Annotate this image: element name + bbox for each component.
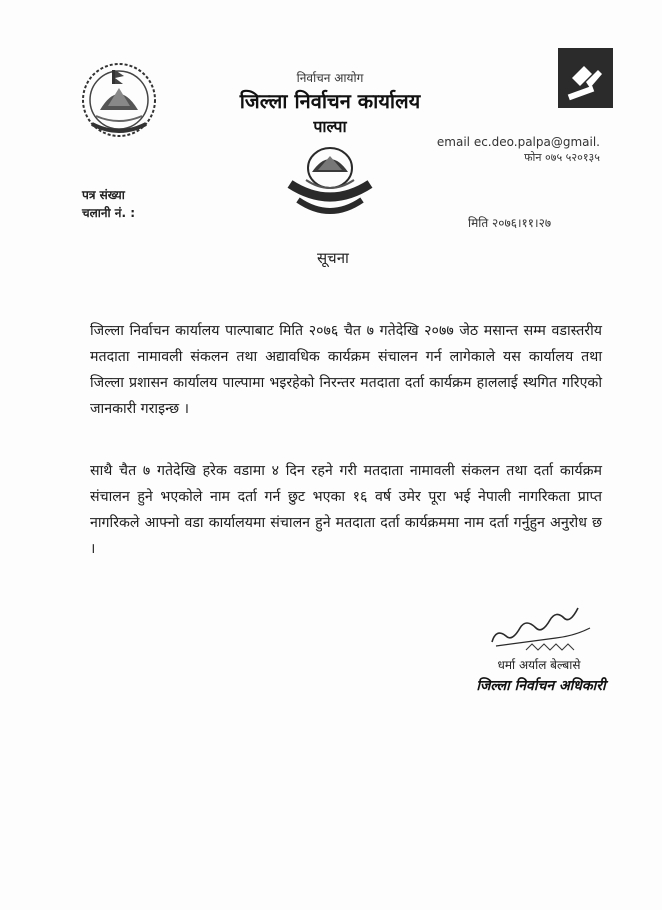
email-address: email ec.deo.palpa@gmail. xyxy=(436,135,600,149)
phone-number: फोन ०७५ ५२०१३५ xyxy=(524,151,600,164)
handwritten-signature-icon xyxy=(486,598,596,658)
commission-name: निर्वाचन आयोग xyxy=(296,71,364,85)
signatory-title: जिल्ला निर्वाचन अधिकारी xyxy=(476,678,606,694)
letterhead xyxy=(200,70,460,138)
body-paragraph-1: जिल्ला निर्वाचन कार्यालय पाल्पाबाट मिति २०७६ चैत ७ गतेदेखि २०७७ जेठ मसान्त सम्म वडास्तरीय मतदाता नामावली संकलन तथा अद्यावधिक कार्यक्रम संचालन गर्न लागेकाले यस कार्यालय तथा जिल्ला प्रशासन कार्यालय पाल्पामा भइरहेको निरन्तर मतदाता दर्ता कार्यक्रम हाललाई स्थगित गरिएको जानकारी गराइन्छ । xyxy=(90,323,602,417)
contact-info xyxy=(420,134,600,166)
body-paragraph-2: साथै चैत ७ गतेदेखि हरेक वडामा ४ दिन रहने गरी मतदाता नामावली संकलन तथा दर्ता कार्यक्रम संचालन हुने भएकोले नाम दर्ता गर्न छुट भएका १६ वर्ष उमेर पूरा भई नेपाली नागरिकता प्राप्त नागरिकले आफ्नो वडा कार्यालयमा संचालन हुने मतदाता दर्ता कार्यक्रममा नाम दर्ता गर्नुहुन अनुरोध छ । xyxy=(90,463,602,557)
election-commission-logo-icon xyxy=(558,48,613,108)
dispatch-number-label: चलानी नं. : xyxy=(82,206,136,220)
nepal-emblem-icon xyxy=(78,58,160,140)
office-seal-icon xyxy=(282,140,378,222)
letter-date: मिति २०७६।११।२७ xyxy=(468,216,552,230)
district-name: पाल्पा xyxy=(313,117,347,136)
office-name: जिल्ला निर्वाचन कार्यालय xyxy=(239,89,421,113)
signatory-name: धर्मा अर्याल बेल्बासे xyxy=(497,658,581,672)
letter-number-label: पत्र संख्या xyxy=(82,188,125,202)
reference-block xyxy=(82,186,135,222)
notice-title: सूचना xyxy=(317,249,349,267)
